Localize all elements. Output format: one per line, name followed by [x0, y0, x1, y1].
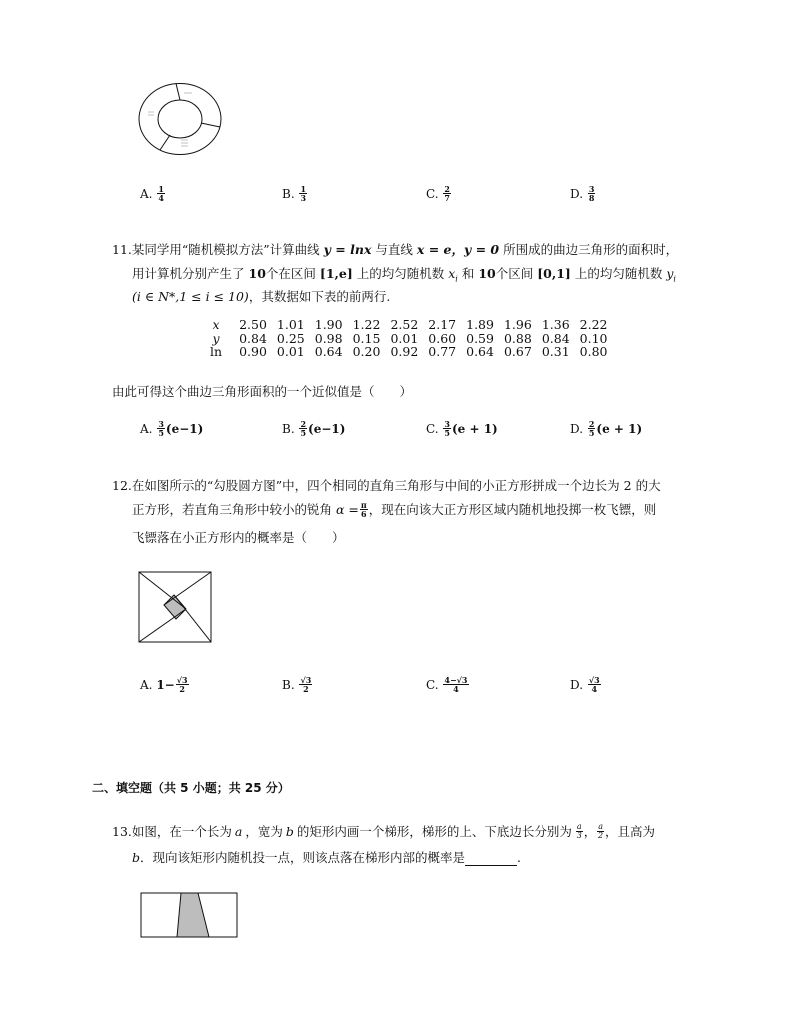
trapezoid-figure [140, 892, 238, 938]
q11-option-c[interactable]: C. $\frac{3}{5}$ (e + 1) [426, 419, 498, 438]
q11-option-d[interactable]: D. $\frac{2}{5}$ (e + 1) [570, 419, 643, 438]
fraction: $\frac{3}{8}$ [588, 184, 595, 203]
fraction: $\frac{3}{5}$ [444, 419, 450, 438]
table-row: x 2.50 1.01 1.90 1.22 2.52 2.17 1.89 1.96 1.36 2.22 [212, 317, 608, 332]
fraction: $\frac{√3}{2}$ [300, 675, 312, 694]
q11-line3: (i ∈ N*,1 ≤ i ≤ 10)，其数据如下表的前两行. [132, 289, 391, 304]
pythagorean-square-figure [138, 571, 212, 643]
q12-line3: 飞镖落在小正方形内的概率是（ ） [132, 530, 345, 545]
ring-figure [138, 82, 224, 156]
q11-data-table [205, 318, 613, 359]
q10-option-c[interactable]: C. $\frac{2}{7}$ [426, 184, 450, 203]
q11-question: 由此可得这个曲边三角形面积的一个近似值是（ ） [112, 384, 413, 399]
q13-line1: 13. 如图，在一个长为 a ，宽为 b 的矩形内画一个梯形，梯形的上、下底边长分别为 $\frac{a}{3}$ ， $\frac{a}{2}$ ，且高为 [112, 821, 655, 840]
fraction: $\frac{2}{5}$ [300, 419, 307, 438]
q11-line2: 用计算机分别产生了 10个在区间 [1,e] 上的均匀随机数 $x_i$ 和 10个区间 [0,1] 上的均匀随机数 $y_i$ [132, 266, 676, 284]
q13-line2: b．现向该矩形内随机投一点，则该点落在梯形内部的概率是 . [132, 850, 522, 865]
fraction: $\frac{1}{3}$ [300, 184, 307, 203]
fraction: $\frac{\pi}{6}$ [360, 499, 367, 519]
answer-blank[interactable] [465, 853, 517, 866]
fraction: $\frac{√3}{4}$ [588, 675, 600, 694]
q10-option-d[interactable]: D. $\frac{3}{8}$ [570, 184, 595, 203]
q12-option-d[interactable]: D. $\frac{√3}{4}$ [570, 675, 600, 694]
q10-option-a[interactable]: A. $\frac{1}{4}$ [140, 184, 164, 203]
fraction: $\frac{1}{4}$ [158, 184, 164, 203]
fraction: $\frac{a}{3}$ [576, 821, 582, 840]
fraction: $\frac{4-√3}{4}$ [444, 675, 468, 694]
fraction: $\frac{a}{2}$ [598, 821, 604, 840]
q10-option-b[interactable]: B. $\frac{1}{3}$ [282, 184, 307, 203]
q11-option-a[interactable]: A. $\frac{3}{5}$ (e−1) [140, 419, 204, 438]
q12-option-b[interactable]: B. $\frac{√3}{2}$ [282, 675, 312, 694]
section-title: 二、填空题（共 5 小题；共 25 分） [92, 781, 290, 795]
fraction: $\frac{3}{5}$ [158, 419, 164, 438]
table-row: y 0.84 0.25 0.98 0.15 0.01 0.60 0.59 0.88 0.84 0.10 [212, 330, 608, 346]
q11-option-b[interactable]: B. $\frac{2}{5}$ (e−1) [282, 419, 346, 438]
q12-option-c[interactable]: C. $\frac{4-√3}{4}$ [426, 675, 468, 694]
q12-line1: 12.在如图所示的“勾股圆方图”中，四个相同的直角三角形与中间的小正方形拼成一个边长为 2 的大 [112, 478, 661, 493]
fraction: $\frac{2}{5}$ [588, 419, 595, 438]
q12-option-a[interactable]: A. 1− $\frac{√3}{2}$ [140, 675, 188, 694]
fraction: $\frac{√3}{2}$ [176, 675, 188, 694]
q12-line2: 正方形，若直角三角形中较小的锐角 α = $\frac{\pi}{6}$ ，现在向该大正方形区域内随机地投掷一枚飞镖，则 [132, 499, 657, 519]
table-row: ln 0.90 0.01 0.64 0.20 0.92 0.77 0.64 0.67 0.31 0.80 [210, 344, 608, 359]
q11-line1: 11.某同学用“随机模拟方法”计算曲线 y = lnx 与直线 x = e，y = 0 所围成的曲边三角形的面积时， [112, 242, 679, 257]
fraction: $\frac{2}{7}$ [444, 184, 450, 203]
